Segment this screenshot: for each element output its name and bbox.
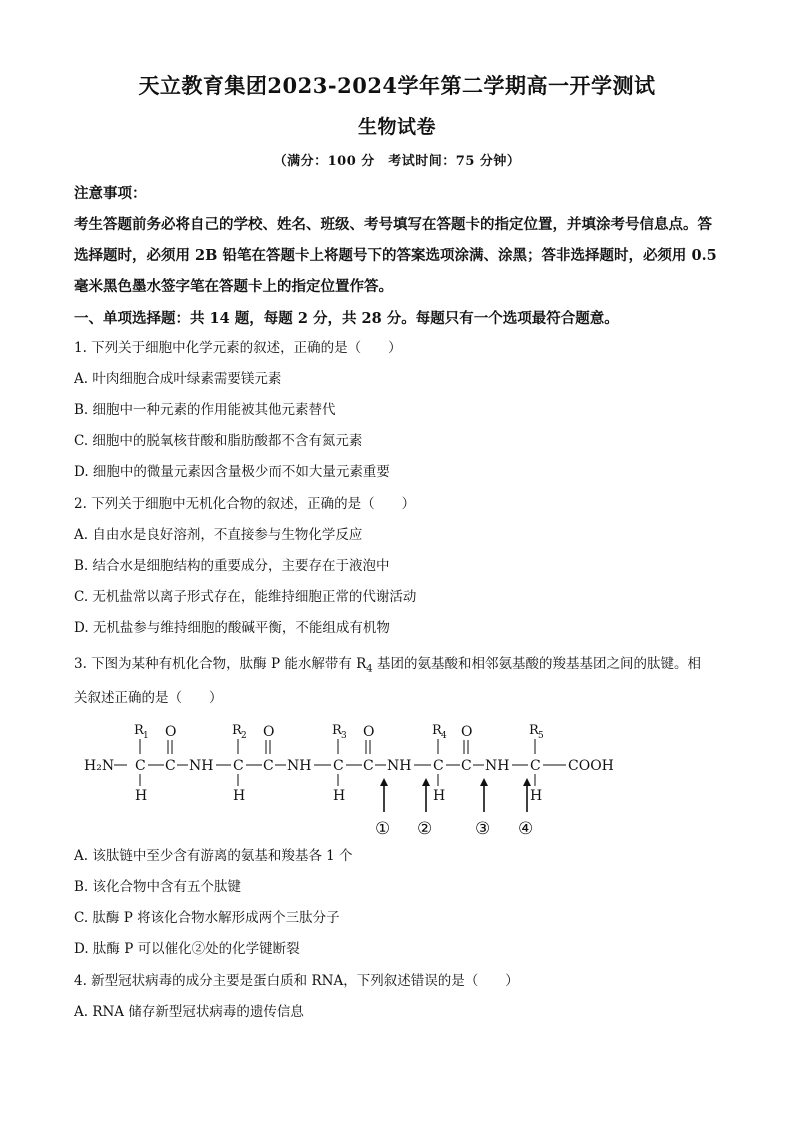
- r-group-subscript: 2: [241, 731, 247, 741]
- oxygen-label: O: [461, 724, 473, 740]
- hydrogen-label: H: [433, 788, 446, 804]
- r-group-subscript: 3: [341, 731, 347, 741]
- r-group-subscript: 4: [441, 731, 447, 741]
- q3-option-b: B. 该化合物中含有五个肽键: [74, 879, 242, 895]
- alpha-carbon: C: [333, 758, 344, 774]
- q1-option-b: B. 细胞中一种元素的作用能被其他元素替代: [74, 402, 336, 418]
- hydrogen-label: H: [135, 788, 148, 804]
- q3-option-a: A. 该肽链中至少含有游离的氨基和羧基各 1 个: [74, 848, 353, 864]
- oxygen-label: O: [263, 724, 275, 740]
- q2-option-b: B. 结合水是细胞结构的重要成分，主要存在于液泡中: [74, 558, 390, 574]
- alpha-carbon: C: [135, 758, 146, 774]
- section-1-heading: 一、单项选择题：共 14 题，每题 2 分，共 28 分。每题只有一个选项最符合题意。: [74, 310, 619, 327]
- q3-stem-part-b: 基团的氨基酸和相邻氨基酸的羧基基团之间的肽键。相: [372, 656, 701, 672]
- c-terminus-label: COOH: [568, 758, 614, 774]
- nh-label: NH: [485, 758, 510, 774]
- marker-arrowhead: [480, 778, 488, 786]
- r-group-subscript: 5: [538, 731, 544, 741]
- q2-stem: 2. 下列关于细胞中无机化合物的叙述，正确的是（ ）: [74, 496, 416, 512]
- notice-heading: 注意事项：: [74, 185, 147, 202]
- q1-option-d: D. 细胞中的微量元素因含量极少而不如大量元素重要: [74, 464, 390, 480]
- q3-stem-subscript: 4: [366, 663, 373, 675]
- oxygen-label: O: [363, 724, 375, 740]
- q3-option-c: C. 肽酶 P 将该化合物水解形成两个三肽分子: [74, 910, 340, 926]
- n-terminus-label: H₂N: [84, 758, 115, 774]
- alpha-carbon: C: [530, 758, 541, 774]
- q2-option-a: A. 自由水是良好溶剂，不直接参与生物化学反应: [74, 527, 363, 543]
- q2-option-c: C. 无机盐常以离子形式存在，能维持细胞正常的代谢活动: [74, 589, 417, 605]
- q4-stem: 4. 新型冠状病毒的成分主要是蛋白质和 RNA，下列叙述错误的是（ ）: [74, 973, 519, 989]
- marker-arrowhead: [380, 778, 388, 786]
- carbonyl-carbon: C: [263, 758, 274, 774]
- hydrogen-label: H: [333, 788, 346, 804]
- r-group-label: R: [134, 724, 144, 738]
- oxygen-label: O: [165, 724, 177, 740]
- q3-stem-part-a: 3. 下图为某种有机化合物，肽酶 P 能水解带有 R: [74, 656, 367, 672]
- exam-subject: 生物试卷: [357, 116, 436, 138]
- carbonyl-carbon: C: [461, 758, 472, 774]
- amino-acid-units: [134, 724, 566, 804]
- q4-option-a: A. RNA 储存新型冠状病毒的遗传信息: [74, 1004, 304, 1020]
- r-group-label: R: [332, 724, 342, 738]
- r-group-subscript: 1: [143, 731, 149, 741]
- q3-option-d: D. 肽酶 P 可以催化②处的化学键断裂: [74, 941, 300, 957]
- marker-arrowhead: [523, 778, 531, 786]
- notice-body: 考生答题前务必将自己的学校、姓名、班级、考号填写在答题卡的指定位置，并填涂考号信息点。答选择题时，必须用 2B 铅笔在答题卡上将题号下的答案选项涂满、涂黑；答非选择题时，必须用 0.5 毫米黑色墨水签字笔在答题卡上的指定位置作答。: [74, 216, 717, 295]
- r-group-label: R: [232, 724, 242, 738]
- r-group-label: R: [432, 724, 442, 738]
- bond-marker-label: ②: [417, 819, 433, 839]
- exam-title: 天立教育集团2023-2024学年第二学期高一开学测试: [138, 73, 656, 98]
- bond-markers: [375, 778, 533, 839]
- q1-option-c: C. 细胞中的脱氧核苷酸和脂肪酸都不含有氮元素: [74, 433, 363, 449]
- alpha-carbon: C: [233, 758, 244, 774]
- q1-stem: 1. 下列关于细胞中化学元素的叙述，正确的是（ ）: [74, 340, 402, 356]
- marker-arrowhead: [422, 778, 430, 786]
- alpha-carbon: C: [433, 758, 444, 774]
- bond-marker-label: ①: [375, 819, 391, 839]
- q1-option-a: A. 叶肉细胞合成叶绿素需要镁元素: [74, 371, 282, 387]
- carbonyl-carbon: C: [363, 758, 374, 774]
- q3-stem-line-2: 关叙述正确的是（ ）: [74, 690, 223, 706]
- nh-label: NH: [287, 758, 312, 774]
- hydrogen-label: H: [530, 788, 543, 804]
- q2-option-d: D. 无机盐参与维持细胞的酸碱平衡，不能组成有机物: [74, 620, 390, 636]
- exam-meta: （满分：100 分 考试时间：75 分钟）: [273, 154, 521, 169]
- carbonyl-carbon: C: [165, 758, 176, 774]
- nh-label: NH: [387, 758, 412, 774]
- q3-stem: [74, 654, 734, 680]
- bond-marker-label: ③: [475, 819, 491, 839]
- hydrogen-label: H: [233, 788, 246, 804]
- r-group-label: R: [529, 724, 539, 738]
- peptide-structure-diagram: [80, 724, 640, 840]
- bond-marker-label: ④: [518, 819, 534, 839]
- nh-label: NH: [189, 758, 214, 774]
